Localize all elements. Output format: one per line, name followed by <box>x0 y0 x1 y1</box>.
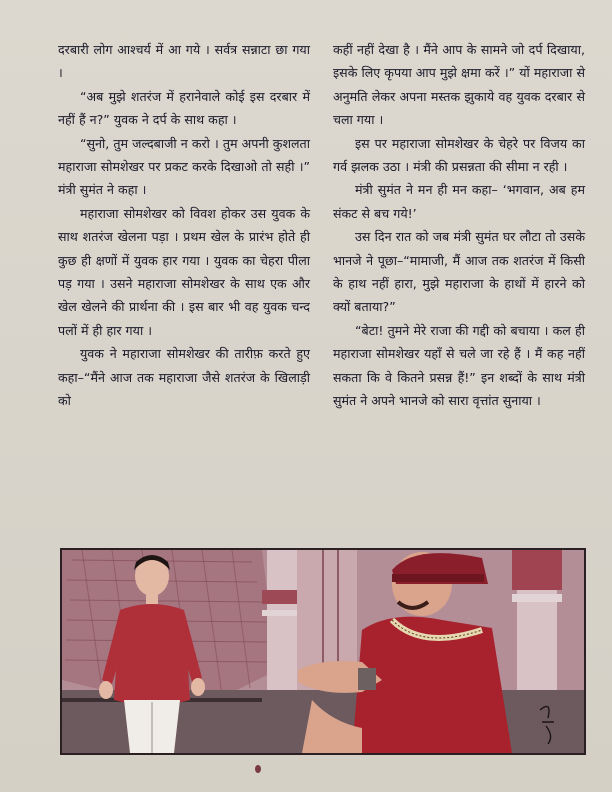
right-text-column <box>333 38 585 413</box>
paragraph: दरबारी लोग आश्चर्य में आ गये । सर्वत्र सन्नाटा छा गया । <box>58 42 310 81</box>
paragraph: “अब मुझे शतरंज में हरानेवाले कोई इस दरबार में नहीं हैं न?” युवक ने दर्प के साथ कहा । <box>58 88 310 128</box>
story-illustration <box>60 548 586 755</box>
paragraph: “सुनो, तुम जल्दबाजी न करो । तुम अपनी कुशलता महाराजा सोमशेखर पर प्रकट करके दिखाओ तो सही ।” मंत्री सुमंत ने कहा । <box>58 135 310 198</box>
paragraph: इस पर महाराजा सोमशेखर के चेहरे पर विजय का गर्व झलक उठा । मंत्री की प्रसन्नता की सीमा न रही । <box>333 135 585 175</box>
paragraph: “बेटा! तुमने मेरे राजा की गद्दी को बचाया । कल ही महाराजा सोमशेखर यहाँ से चले जा रहे हैं । मैं कह नहीं सकता कि वे कितने प्रसन्न हैं!” इन शब्दों के साथ मंत्री सुमंत ने अपने भानजे को सारा वृत्तांत सुनाया । <box>333 322 585 409</box>
paragraph: युवक ने महाराजा सोमशेखर की तारीफ़ करते हुए कहा–“मैंने आज तक महाराजा जैसे शतरंज के खिलाड़ी को <box>58 346 310 409</box>
paragraph: मंत्री सुमंत ने मन ही मन कहा– ‘भगवान, अब हम संकट से बच गये!’ <box>333 182 585 221</box>
paragraph: कहीं नहीं देखा है । मैंने आप के सामने जो दर्प दिखाया, इसके लिए कृपया आप मुझे क्षमा करें ।” यों महाराजा से अनुमति लेकर अपना मस्तक झुकाये वह युवक दरबार से चला गया । <box>333 42 585 128</box>
paragraph: महाराजा सोमशेखर को विवश होकर उस युवक के साथ शतरंज खेलना पड़ा । प्रथम खेल के प्रारंभ होते ही कुछ ही क्षणों में युवक हार गया । युवक का चेहरा पीला पड़ गया । उसने महाराजा सोमशेखर के साथ एक और खेल खेलने की प्रार्थना की । इस बार भी वह युवक चन्द पलों में ही हार गया । <box>58 205 310 338</box>
ink-smudge <box>255 765 261 773</box>
left-text-column <box>58 38 310 413</box>
paragraph: उस दिन रात को जब मंत्री सुमंत घर लौटा तो उसके भानजे ने पूछा–“मामाजी, मैं आज तक शतरंज में किसी के हाथ नहीं हारा, मुझे महाराजा के हाथों में हारने को क्यों बताया?” <box>333 229 585 315</box>
